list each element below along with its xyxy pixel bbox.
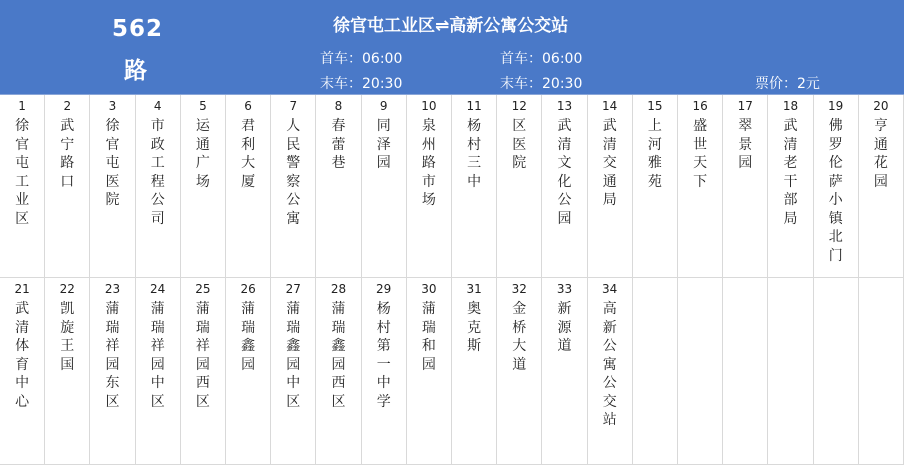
stop-cell xyxy=(814,95,859,278)
stop-cell xyxy=(226,278,271,465)
empty-cell xyxy=(723,278,768,465)
stop-name: 杨村第一中学 xyxy=(376,301,391,410)
last-bus-inbound: 末车：20:30 xyxy=(500,76,583,92)
stop-name: 徐官屯医院 xyxy=(105,118,120,208)
stop-cell xyxy=(859,95,904,278)
stop-name: 蒲瑞祥园中区 xyxy=(150,301,165,410)
empty-cell xyxy=(768,278,813,465)
stop-number: 21 xyxy=(14,282,30,296)
stop-name: 运通广场 xyxy=(195,118,210,190)
stop-number: 16 xyxy=(692,99,708,113)
stop-cell xyxy=(588,278,633,465)
stop-cell xyxy=(497,95,542,278)
stop-cell xyxy=(45,278,90,465)
stop-number: 8 xyxy=(334,99,343,113)
stop-cell xyxy=(588,95,633,278)
stop-number: 12 xyxy=(511,99,527,113)
stop-number: 30 xyxy=(421,282,437,296)
stop-name: 同泽园 xyxy=(376,118,391,171)
stop-grid xyxy=(0,95,904,465)
stop-name: 春蕾巷 xyxy=(331,118,346,171)
stop-cell xyxy=(316,278,361,465)
stop-cell xyxy=(768,95,813,278)
stop-cell xyxy=(90,278,135,465)
stop-cell xyxy=(542,95,587,278)
stop-name: 蒲瑞鑫园西区 xyxy=(331,301,346,410)
stop-cell xyxy=(226,95,271,278)
stop-number: 20 xyxy=(873,99,889,113)
stop-name: 亨通花园 xyxy=(873,118,888,190)
stop-number: 17 xyxy=(737,99,753,113)
stop-name: 佛罗伦萨小镇北门 xyxy=(828,118,843,264)
stop-name: 新源道 xyxy=(557,301,572,354)
stop-name: 蒲瑞和园 xyxy=(421,301,436,373)
stop-name: 武清体育中心 xyxy=(15,301,30,410)
stop-cell xyxy=(407,278,452,465)
stop-number: 7 xyxy=(289,99,298,113)
stop-number: 22 xyxy=(59,282,75,296)
stop-number: 24 xyxy=(150,282,166,296)
stop-cell xyxy=(678,95,723,278)
stop-number: 27 xyxy=(285,282,301,296)
stop-number: 14 xyxy=(602,99,618,113)
stop-number: 23 xyxy=(104,282,121,296)
stop-cell xyxy=(542,278,587,465)
last-bus-outbound: 末车：20:30 xyxy=(320,76,403,92)
stop-name: 金桥大道 xyxy=(512,301,527,373)
stop-cell xyxy=(45,95,90,278)
stop-number: 5 xyxy=(199,99,207,113)
stop-number: 6 xyxy=(244,99,252,113)
stop-cell xyxy=(181,95,226,278)
fare-label: 票价：2元 xyxy=(755,76,820,92)
stop-number: 25 xyxy=(195,282,211,296)
stop-cell xyxy=(452,95,497,278)
stop-cell xyxy=(316,95,361,278)
stop-name: 武宁路口 xyxy=(60,118,75,190)
stop-name: 上河雅苑 xyxy=(647,118,662,190)
stop-number: 33 xyxy=(556,282,573,296)
stop-number: 3 xyxy=(108,99,117,113)
stop-name: 蒲瑞鑫园 xyxy=(241,301,256,373)
stop-name: 泉州路市场 xyxy=(421,118,436,208)
stop-number: 1 xyxy=(18,99,26,113)
stop-name: 蒲瑞祥园西区 xyxy=(195,301,210,410)
stop-cell xyxy=(452,278,497,465)
stop-number: 18 xyxy=(782,99,799,113)
stop-name: 高新公寓公交站 xyxy=(602,301,617,428)
stop-cell xyxy=(0,95,45,278)
stop-number: 13 xyxy=(556,99,573,113)
stop-cell xyxy=(633,95,678,278)
stop-name: 人民警察公寓 xyxy=(286,118,301,227)
route-number: 562 xyxy=(112,16,164,42)
stop-cell xyxy=(362,278,407,465)
stop-cell xyxy=(0,278,45,465)
stop-name: 蒲瑞鑫园中区 xyxy=(286,301,301,410)
stop-number: 11 xyxy=(466,99,482,113)
stop-cell xyxy=(136,95,181,278)
stop-number: 31 xyxy=(466,282,482,296)
stop-number: 2 xyxy=(63,99,72,113)
stop-cell xyxy=(407,95,452,278)
stop-number: 29 xyxy=(376,282,392,296)
stop-number: 9 xyxy=(379,99,388,113)
stop-name: 徐官屯工业区 xyxy=(15,118,30,227)
stop-number: 26 xyxy=(240,282,256,296)
stop-cell xyxy=(723,95,768,278)
route-header xyxy=(0,0,904,95)
route-title: 徐官屯工业区⇌高新公寓公交站 xyxy=(333,16,569,36)
stop-name: 市政工程公司 xyxy=(150,118,165,227)
stop-name: 蒲瑞祥园东区 xyxy=(105,301,120,410)
stop-name: 盛世天下 xyxy=(693,118,708,190)
stop-cell xyxy=(181,278,226,465)
stop-name: 君利大厦 xyxy=(241,118,256,190)
first-bus-outbound: 首车：06:00 xyxy=(320,51,403,67)
stop-name: 武清老干部局 xyxy=(783,118,798,227)
stop-cell xyxy=(271,95,316,278)
empty-cell xyxy=(859,278,904,465)
stop-number: 19 xyxy=(828,99,844,113)
first-bus-inbound: 首车：06:00 xyxy=(500,51,583,67)
stop-name: 奥克斯 xyxy=(467,301,482,354)
stop-number: 4 xyxy=(153,99,162,113)
stop-cell xyxy=(271,278,316,465)
stop-name: 凯旋王国 xyxy=(60,301,75,373)
empty-cell xyxy=(633,278,678,465)
stop-name: 翠景园 xyxy=(738,118,753,171)
stop-cell xyxy=(136,278,181,465)
stop-cell xyxy=(90,95,135,278)
stop-number: 34 xyxy=(602,282,618,296)
stop-number: 15 xyxy=(647,99,663,113)
stop-number: 32 xyxy=(511,282,527,296)
stop-name: 区医院 xyxy=(512,118,527,171)
stop-name: 武清文化公园 xyxy=(557,118,572,227)
stop-name: 杨村三中 xyxy=(467,118,482,190)
stop-cell xyxy=(362,95,407,278)
route-suffix: 路 xyxy=(124,58,147,84)
stop-name: 武清交通局 xyxy=(602,118,617,208)
empty-cell xyxy=(814,278,859,465)
stop-number: 28 xyxy=(330,282,347,296)
stop-number: 10 xyxy=(421,99,437,113)
empty-cell xyxy=(678,278,723,465)
stop-cell xyxy=(497,278,542,465)
